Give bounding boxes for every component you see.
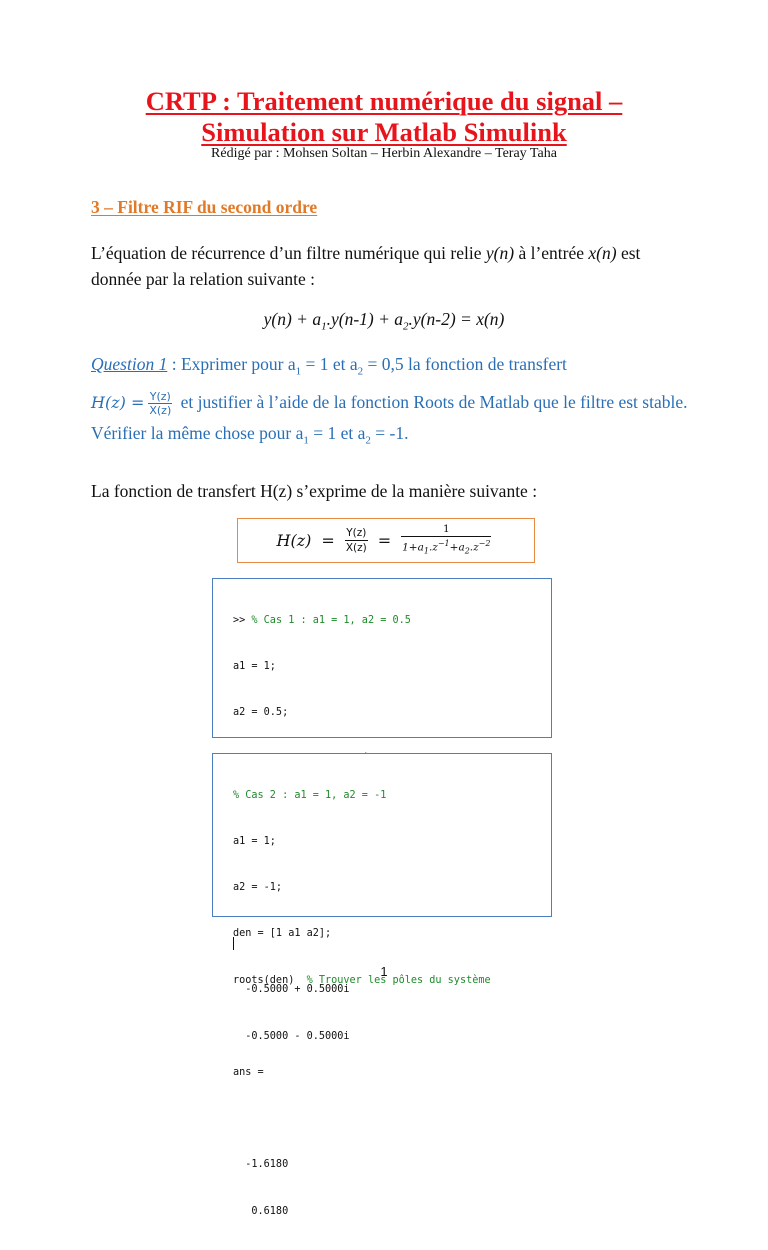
recurrence-equation [91,309,677,333]
question-text-4: et justifier à l’aide de la fonction Roots de Matlab que le filtre est stable. Vérifier la même chose pour a [91,391,688,443]
code2-line-5-comment: % Trouver les pôles du système [306,974,491,986]
den-part-c: +a [449,541,465,554]
question-text-5: = 1 et a [308,422,366,443]
box-frac1-num: Y(z) [346,527,367,539]
box-fraction-2 [401,522,491,559]
code2-line-9 [233,1157,551,1172]
code2-line-7-code: ans = [233,1067,264,1079]
question-sub-1: 1 [295,365,302,378]
box-frac1-den: X(z) [345,542,367,554]
title-line-1: CRTP : Traitement numérique du signal – [145,86,623,116]
section-heading: 3 – Filtre RIF du second ordre [91,197,318,217]
code2-line-8 [233,1111,551,1126]
question-sub-4: 2 [365,434,371,446]
code1-line-1-comment: % Cas 1 : a1 = 1, a2 = 0.5 [251,614,411,626]
intro-yn: y(n) [485,243,515,263]
code1-line-3-code: a2 = 0.5; [233,707,289,719]
rec-sub-1: 1 [321,320,327,333]
code2-line-1 [233,788,551,803]
question-frac-num: Y(z) [149,389,171,403]
box-lhs: H(z) [276,531,312,550]
question-text-2: = 1 et a [301,354,358,374]
box-frac2-num: 1 [401,522,491,537]
page-number: 1 [380,964,388,979]
box-eq-sign-2: = [377,531,392,550]
question-text-1: : Exprimer pour a [167,354,296,374]
box-fraction-1 [345,526,368,555]
den-exp-2: −2 [478,539,491,549]
code2-line-10-code: 0.6180 [233,1205,289,1217]
den-exp-1: −1 [437,539,450,549]
rec-part-1: y(n) + a [263,309,322,329]
intro-paragraph [91,240,691,292]
code2-line-6 [233,1019,551,1034]
code2-line-2 [233,834,551,849]
question-text-3: = 0,5 la fonction de transfert [363,354,567,374]
code2-line-5-code: roots(den) [233,974,307,986]
code2-line-3-code: a2 = -1; [233,882,283,894]
den-part-d: .z [469,541,479,554]
title-line-2: Simulation sur Matlab Simulink [201,117,567,147]
box-eq-sign-1: = [321,531,335,550]
code2-line-4-code: den = [1 a1 a2]; [233,928,332,940]
intro-text-3: est donnée par la relation suivante : [91,243,641,289]
code1-line-1 [233,613,551,628]
question-sub-3: 1 [303,434,309,446]
authors-line: Rédigé par : Mohsen Soltan – Herbin Alexandre – Teray Taha [211,146,557,161]
question-label: Question 1 [91,354,168,374]
question-1 [91,349,691,455]
rec-part-3: .y(n-2) = x(n) [408,309,505,329]
code2-line-7 [233,1065,551,1080]
question-hz: H(z) = [91,392,145,412]
code2-line-3 [233,880,551,895]
code2-line-9-code: -1.6180 [233,1159,289,1171]
question-fraction [148,390,172,417]
question-frac-den: X(z) [149,403,172,417]
code2-line-10 [233,1204,551,1219]
den-part-b: .z [428,541,438,554]
rec-part-2: .y(n-1) + a [326,309,404,329]
code1-line-9-code: -0.5000 + 0.5000i [233,984,350,996]
question-text-6: = -1. [370,422,409,443]
document-title [40,86,728,148]
code1-line-10-code: -0.5000 - 0.5000i [233,1030,350,1042]
den-sub-1: 1 [423,546,429,556]
code1-line-2 [233,659,551,674]
transfer-function-box [237,518,535,563]
intro-text-2: à l’entrée [514,243,589,263]
code1-line-1-code: >> [233,614,252,626]
den-part-a: 1+a [402,541,424,554]
box-frac2-den [401,537,491,559]
code1-line-3 [233,705,551,720]
question-sub-2: 2 [357,365,364,378]
intro-text-1: L’équation de récurrence d’un filtre numérique qui relie [91,243,486,263]
intro-xn: x(n) [588,243,617,263]
code2-line-2-code: a1 = 1; [233,836,276,848]
rec-sub-2: 2 [403,320,409,333]
code2-line-4 [233,926,551,941]
transfer-intro: La fonction de transfert H(z) s’exprime de la manière suivante : [91,481,538,501]
den-sub-2: 2 [464,546,470,556]
code2-line-1-comment: % Cas 2 : a1 = 1, a2 = -1 [233,789,387,801]
code1-line-2-code: a1 = 1; [233,661,276,673]
